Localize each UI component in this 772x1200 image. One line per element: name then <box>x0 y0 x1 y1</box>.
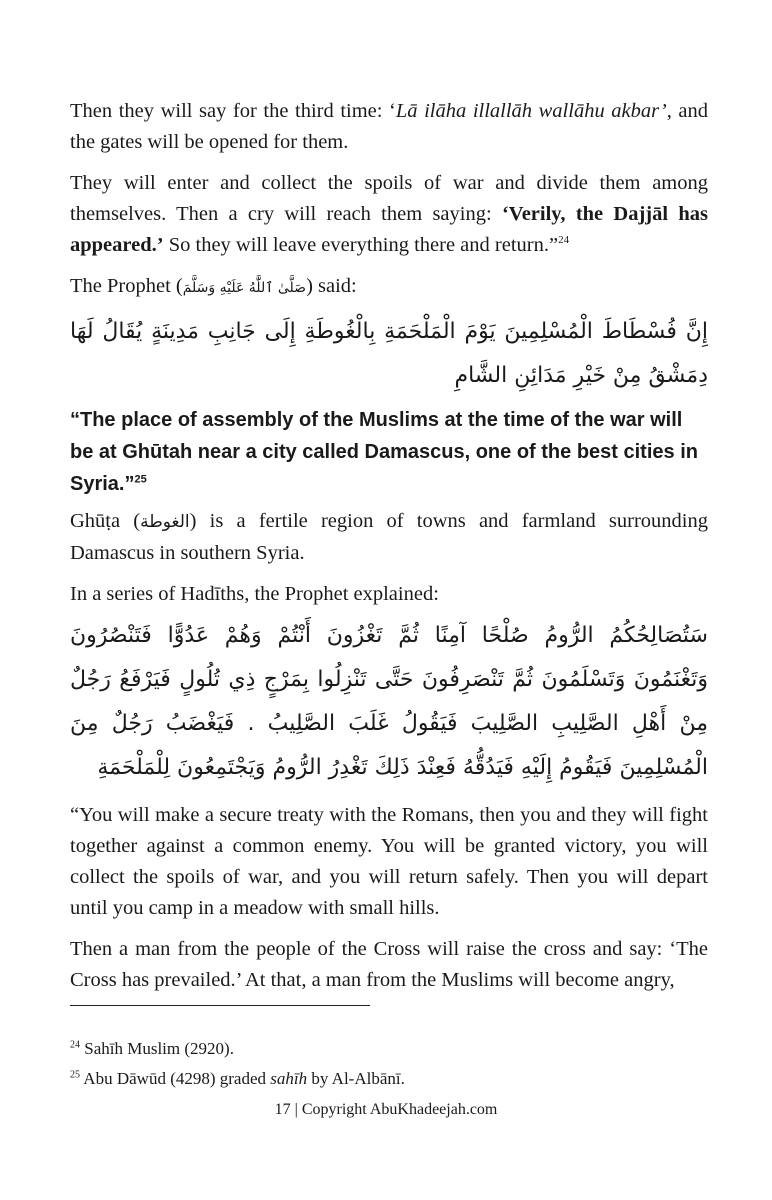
text-span: They will enter and collect the spoils of war and divide them among themselves. Then a cry will reach them saying: <box>70 172 708 225</box>
footnote-25 <box>70 1064 708 1094</box>
paragraph-prophet-said <box>70 271 708 304</box>
salawat-glyph: صَلَّىٰ ٱللَّٰهُ عَلَيْهِ وَسَلَّمَ <box>182 280 307 296</box>
footnotes <box>70 1034 708 1094</box>
page-number: 17 <box>274 1101 291 1118</box>
translation-quote-1 <box>70 404 708 500</box>
text-span: ) is a fertile region of towns and farmland surrounding Damascus in southern Syria. <box>70 510 708 564</box>
text-span: “The place of assembly of the Muslims at the time of the war will be at Ghūtah near a city called Damascus, one of the best cities in Syria.” <box>70 409 698 495</box>
paragraph-cross: Then a man from the people of the Cross will raise the cross and say: ‘The Cross has prevailed.’ At that, a man from the Muslims will become angry, <box>70 938 708 991</box>
arabic-hadith-1: إِنَّ فُسْطَاطَ الْمُسْلِمِينَ يَوْمَ الْمَلْحَمَةِ بِالْغُوطَةِ إِلَى جَانِبِ مَدِينَةٍ يُقَالُ لَهَا دِمَشْقُ مِنْ خَيْرِ مَدَائِنِ الشَّامِ <box>70 319 708 388</box>
footnote-ref-25[interactable]: 25 <box>134 473 147 486</box>
text-span: So they will leave everything there and return.” <box>163 234 559 256</box>
footnote-ref-24[interactable]: 24 <box>558 234 570 247</box>
footnote-italic: sahīh <box>270 1069 308 1088</box>
text-span: Then they will say for the third time: ‘ <box>70 100 396 122</box>
bold-phrase: ‘Verily, the Dajjāl has appeared.’ <box>70 203 708 256</box>
arabic-word: الغوطة <box>140 512 190 532</box>
main-text <box>70 96 708 996</box>
text-span: , and the gates will be opened for them. <box>70 100 708 153</box>
copyright-text: | Copyright AbuKhadeejah.com <box>294 1101 498 1118</box>
paragraph-third-time <box>70 96 708 158</box>
italic-phrase: Lā ilāha illallāh wallāhu akbar’ <box>395 100 667 122</box>
text-span: Ghūṭa ( <box>70 510 141 532</box>
text-span: The Prophet ( <box>70 275 183 297</box>
footnote-text: Sahīh Muslim (2920). <box>80 1039 234 1058</box>
arabic-hadith-2: سَتُصَالِحُكُمُ الرُّومُ صُلْحًا آمِنًا ثُمَّ تَغْزُونَ أَنْتُمْ وَهُمْ عَدُوًّا فَتَنْصُرُونَ وَتَغْنَمُونَ وَتَسْلَمُونَ ثُمَّ تَنْصَرِفُونَ حَتَّى تَنْزِلُوا بِمَرْجٍ ذِي تُلُولٍ فَيَرْفَعُ رَجُلٌ مِنْ أَهْلِ الصَّلِيبِ الصَّلِيبَ فَيَقُولُ غَلَبَ الصَّلِيبُ . فَيَغْضَبُ رَجُلٌ مِنَ الْمُسْلِمِينَ فَيَقُومُ إِلَيْهِ فَيَدُقُّهُ فَعِنْدَ ذَلِكَ تَغْدِرُ الرُّومُ وَيَجْتَمِعُونَ لِلْمَلْحَمَةِ <box>70 623 708 780</box>
footnote-number: 25 <box>70 1069 80 1081</box>
paragraph-spoils <box>70 168 708 261</box>
footnote-divider <box>70 1005 370 1006</box>
footnote-text: Abu Dāwūd (4298) graded <box>80 1069 271 1088</box>
paragraph-series: In a series of Hadīths, the Prophet explained: <box>70 583 439 605</box>
footnote-text: by Al-Albānī. <box>307 1069 405 1088</box>
footnote-number: 24 <box>70 1039 80 1051</box>
footnote-24 <box>70 1034 708 1064</box>
paragraph-treaty: “You will make a secure treaty with the Romans, then you and they will fight together against a common enemy. You will be granted victory, you will collect the spoils of war, and you will return safely. Then you will depart until you camp in a meadow with small hills. <box>70 804 708 919</box>
paragraph-ghuta <box>70 506 708 569</box>
page-footer <box>0 1101 772 1119</box>
text-span: ) said: <box>306 275 357 297</box>
